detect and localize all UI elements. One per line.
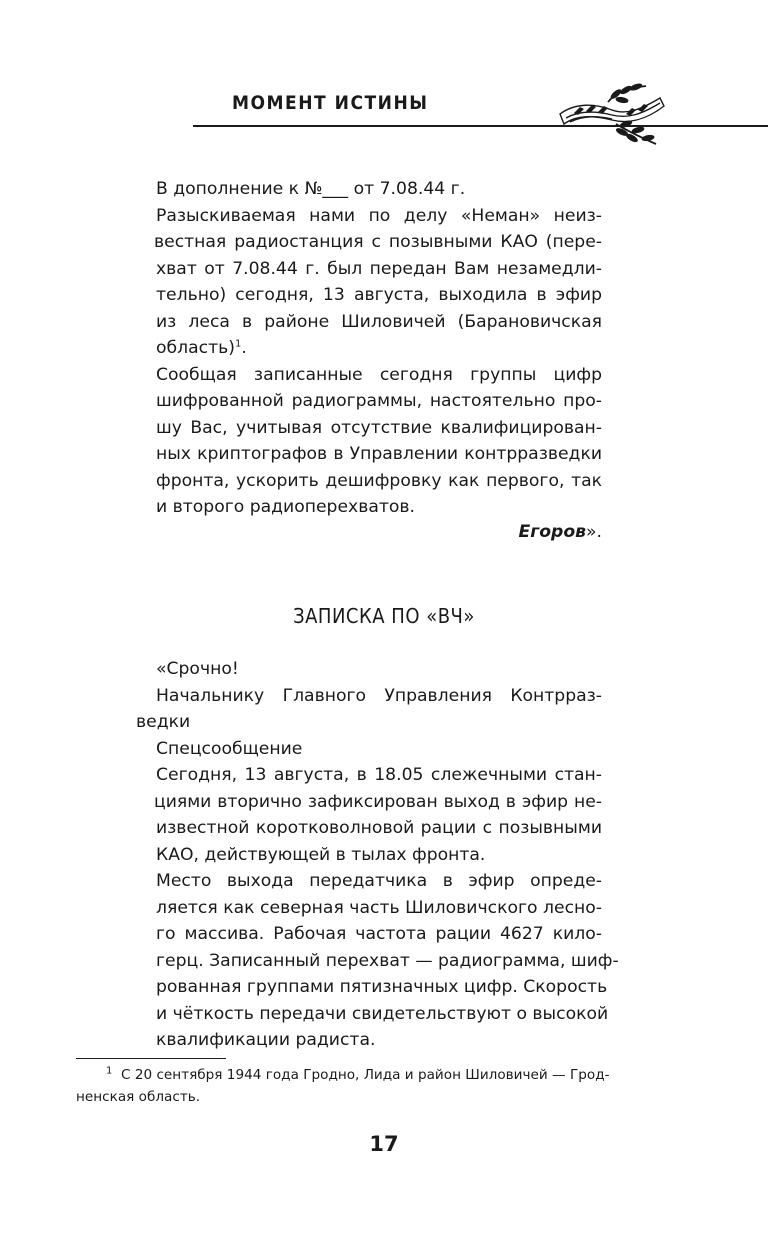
text-line: го массива. Рабочая частота рации 4627 кило- (156, 924, 602, 944)
text-line: тельно) сегодня, 13 августа, выходила в эфир (156, 285, 602, 305)
laurel-ribbon-emblem-icon (556, 80, 668, 150)
text-line: и второго радиоперехватов. (156, 497, 415, 517)
footnote-rule (76, 1058, 226, 1059)
text-line: фронта, ускорить дешифровку как первого, так (156, 470, 602, 491)
text-line: Сообщая записанные сегодня группы цифр (156, 364, 602, 385)
text-line: вестная радиостанция с позывными КАО (пере- (154, 232, 602, 252)
punctuation: . (241, 338, 247, 358)
text-line: Место выхода передатчика в эфир опреде- (156, 871, 602, 891)
signature-tail: ». (586, 522, 602, 542)
running-header-title: МОМЕНТ ИСТИНЫ (232, 92, 429, 114)
section-paragraph-2 (156, 868, 619, 1054)
text-line: известной коротковолновой рации с позывными (156, 818, 602, 838)
text-line: шифрованной радиограммы, настоятельно про- (156, 391, 602, 411)
text-line: шу Вас, учитывая отсутствие квалифицирован- (156, 417, 602, 438)
text-line: и чёткость передачи свидетельствуют о высокой (156, 1003, 609, 1024)
footnote-line: ненская область. (76, 1089, 201, 1105)
letter-paragraph-2 (156, 362, 602, 521)
page-number: 17 (369, 1132, 399, 1156)
footnote (76, 1064, 610, 1108)
signature-name: Егоров (518, 522, 587, 542)
text-line: из леса в районе Шиловичей (Барановичская (156, 311, 602, 332)
section-body (136, 656, 619, 1054)
message-type: Спецсообщение (156, 738, 303, 759)
text-line: хват от 7.08.44 г. был передан Вам незамедли- (156, 258, 602, 279)
section-paragraph-1 (156, 762, 602, 868)
letter-paragraph-1 (156, 203, 602, 362)
header-rule (193, 125, 768, 127)
text-line: герц. Записанный перехват — радиограмма, шиф- (156, 950, 619, 971)
text-line: ных криптографов в Управлении контрразведки (156, 444, 602, 464)
urgent-line: «Срочно! (156, 659, 239, 679)
footnote-mark: 1 (106, 1065, 113, 1077)
text-line: квалификации радиста. (156, 1030, 376, 1050)
text-line: ляется как северная часть Шиловичского лесно- (156, 897, 602, 918)
text-line: циями вторично зафиксирован выход в эфир не- (154, 791, 602, 812)
signature (518, 522, 602, 542)
text-line: КАО, действующей в тылах фронта. (156, 844, 486, 865)
footnote-text: С 20 сентября 1944 года Гродно, Лида и район Шиловичей — Грод- (121, 1067, 610, 1083)
letter-body (156, 176, 602, 521)
footnote-line (76, 1064, 610, 1086)
addressee-line: Начальнику Главного Управления Контрраз- (156, 685, 602, 706)
addressee-line: ведки (136, 712, 191, 732)
addendum-line: В дополнение к №___ от 7.08.44 г. (156, 179, 466, 199)
text-line: рованная группами пятизначных цифр. Скорость (156, 977, 608, 997)
text-line: Сегодня, 13 августа, в 18.05 слежечными стан- (156, 765, 602, 785)
section-heading: ЗАПИСКА ПО «ВЧ» (293, 604, 475, 628)
footnote-mark: 1 (234, 338, 242, 350)
text-line: Разыскиваемая нами по делу «Неман» неиз- (156, 205, 602, 226)
text-line: область) (156, 338, 235, 358)
text-line-with-footnote (156, 335, 602, 362)
